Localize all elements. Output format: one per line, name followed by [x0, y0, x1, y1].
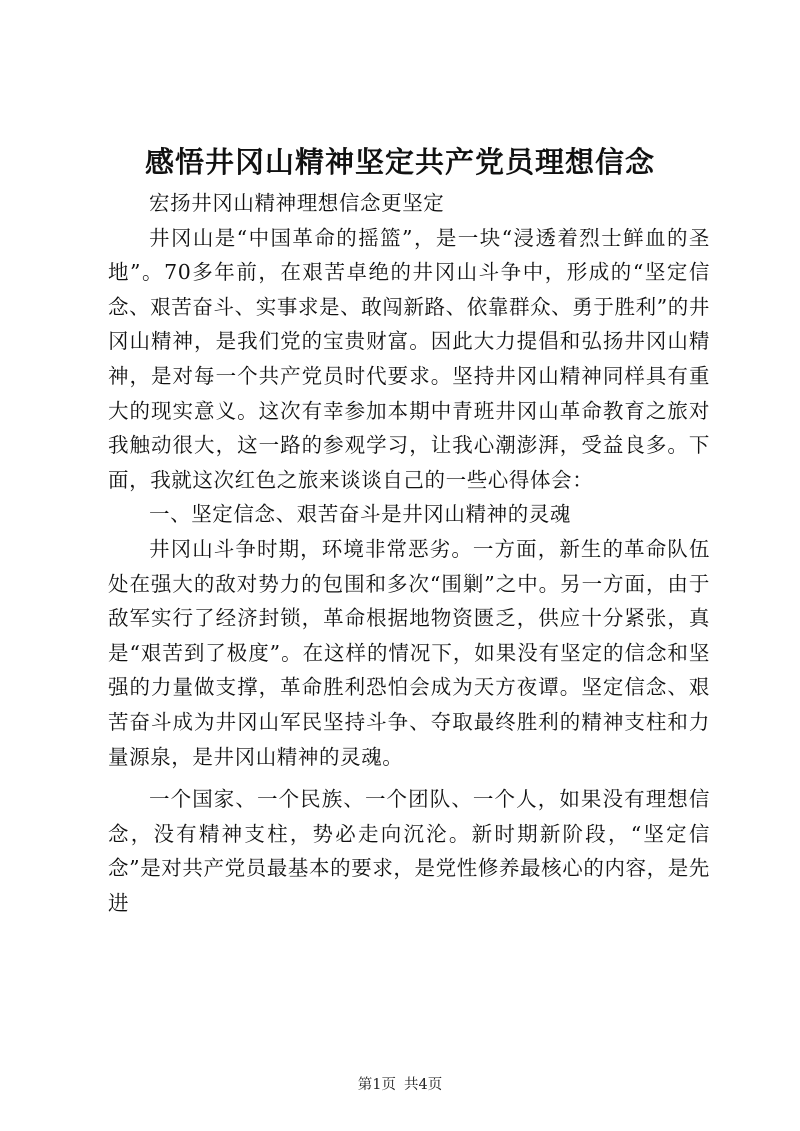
page-total: 共4页 [404, 1077, 443, 1093]
page-footer [0, 1075, 800, 1095]
document-title: 感悟井冈山精神坚定共产党员理想信念 [144, 145, 655, 179]
body-paragraph: 一个国家、一个民族、一个团队、一个人，如果没有理想信念，没有精神支柱，势必走向沉沦。新时期新阶段，“坚定信念”是对共产党员最基本的要求，是党性修养最核心的内容，是先进 [108, 787, 710, 915]
intro-paragraph: 井冈山是“中国革命的摇篮”，是一块“浸透着烈士鲜血的圣地”。70多年前，在艰苦卓绝的井冈山斗争中，形成的“坚定信念、艰苦奋斗、实事求是、敢闯新路、依靠群众、勇于胜利”的井冈山精神，是我们党的宝贵财富。因此大力提倡和弘扬井冈山精神，是对每一个共产党员时代要求。坚持井冈山精神同样具有重大的现实意义。这次有幸参加本期中青班井冈山革命教育之旅对我触动很大，这一路的参观学习，让我心潮澎湃，受益良多。下面，我就这次红色之旅来谈谈自己的一些心得体会： [108, 225, 710, 492]
document-body [108, 186, 710, 920]
page-number: 第1页 [357, 1077, 396, 1093]
body-paragraph: 井冈山斗争时期，环境非常恶劣。一方面，新生的革命队伍处在强大的敌对势力的包围和多次“围剿”之中。另一方面，由于敌军实行了经济封锁，革命根据地物资匮乏，供应十分紧张，真是“艰苦到了极度”。在这样的情况下，如果没有坚定的信念和坚强的力量做支撑，革命胜利恐怕会成为天方夜谭。坚定信念、艰苦奋斗成为井冈山军民坚持斗争、夺取最终胜利的精神支柱和力量源泉，是井冈山精神的灵魂。 [108, 536, 710, 769]
section-heading: 一、坚定信念、艰苦奋斗是井冈山精神的灵魂 [149, 502, 571, 527]
subtitle-paragraph: 宏扬井冈山精神理想信念更坚定 [149, 191, 445, 215]
